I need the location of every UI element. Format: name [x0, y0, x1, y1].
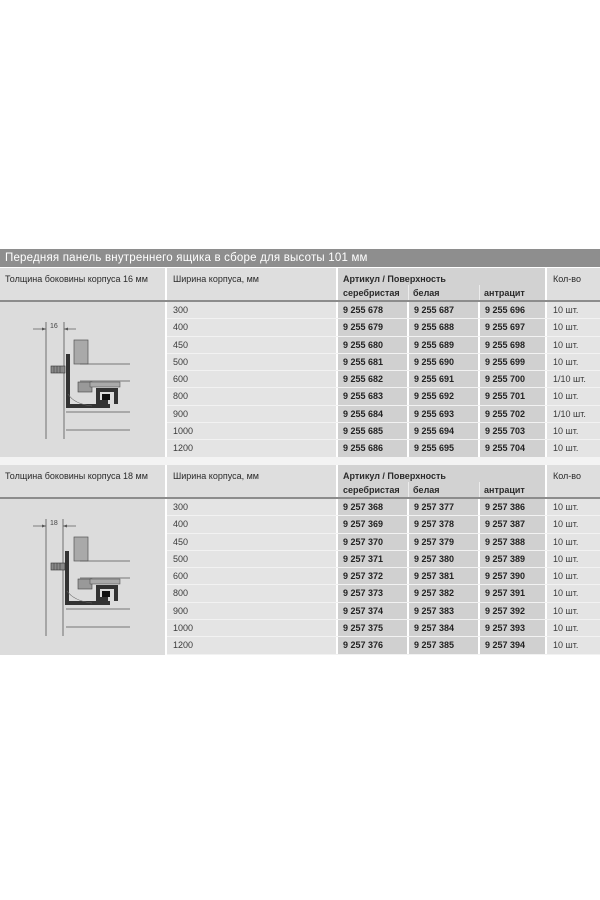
- table-row: [167, 319, 600, 336]
- qty-cell: 10 шт.: [547, 354, 600, 370]
- divider: [479, 285, 480, 300]
- width-cell: 300: [167, 302, 336, 318]
- table-row: [167, 585, 600, 602]
- qty-cell: 10 шт.: [547, 499, 600, 515]
- article-anthracite: 9 255 704: [480, 440, 545, 456]
- article-white: 9 255 693: [409, 406, 478, 422]
- width-cell: 450: [167, 337, 336, 353]
- article-anthracite: 9 255 703: [480, 423, 545, 439]
- article-header: [338, 465, 545, 497]
- surface-silver: серебристая: [343, 485, 400, 495]
- qty-cell: 10 шт.: [547, 568, 600, 584]
- width-cell: 1200: [167, 637, 336, 653]
- article-white: 9 255 690: [409, 354, 478, 370]
- article-silver: 9 255 685: [338, 423, 407, 439]
- width-cell: 1200: [167, 440, 336, 456]
- article-anthracite: 9 255 700: [480, 371, 545, 387]
- qty-header: Кол-во: [547, 465, 600, 497]
- article-silver: 9 255 686: [338, 440, 407, 456]
- article-silver: 9 255 683: [338, 388, 407, 404]
- table-row: [167, 620, 600, 637]
- profile-diagram-16mm: [0, 302, 165, 458]
- article-white: 9 255 694: [409, 423, 478, 439]
- article-anthracite: 9 257 387: [480, 516, 545, 532]
- width-cell: 900: [167, 603, 336, 619]
- qty-cell: 10 шт.: [547, 620, 600, 636]
- qty-cell: 1/10 шт.: [547, 371, 600, 387]
- table-row: [167, 337, 600, 354]
- width-cell: 800: [167, 585, 336, 601]
- article-silver: 9 255 678: [338, 302, 407, 318]
- article-anthracite: 9 257 389: [480, 551, 545, 567]
- section-gap: [0, 457, 600, 465]
- article-silver: 9 255 679: [338, 319, 407, 335]
- qty-cell: 10 шт.: [547, 516, 600, 532]
- article-white: 9 257 380: [409, 551, 478, 567]
- article-silver: 9 257 372: [338, 568, 407, 584]
- width-cell: 500: [167, 551, 336, 567]
- thickness-label: Толщина боковины корпуса 18 мм: [0, 465, 165, 497]
- article-silver: 9 257 376: [338, 637, 407, 653]
- qty-cell: 10 шт.: [547, 423, 600, 439]
- article-anthracite: 9 255 699: [480, 354, 545, 370]
- table-row: [167, 388, 600, 405]
- table-body: [167, 499, 600, 655]
- width-cell: 600: [167, 568, 336, 584]
- divider: [479, 482, 480, 497]
- article-white: 9 255 687: [409, 302, 478, 318]
- article-silver: 9 257 369: [338, 516, 407, 532]
- surface-white: белая: [413, 288, 440, 298]
- surface-silver: серебристая: [343, 288, 400, 298]
- article-white: 9 257 385: [409, 637, 478, 653]
- article-anthracite: 9 255 701: [480, 388, 545, 404]
- width-cell: 600: [167, 371, 336, 387]
- qty-header: Кол-во: [547, 268, 600, 300]
- article-silver: 9 257 375: [338, 620, 407, 636]
- qty-cell: 10 шт.: [547, 551, 600, 567]
- qty-cell: 10 шт.: [547, 319, 600, 335]
- article-white: 9 257 379: [409, 534, 478, 550]
- width-cell: 300: [167, 499, 336, 515]
- article-anthracite: 9 257 390: [480, 568, 545, 584]
- article-silver: 9 255 684: [338, 406, 407, 422]
- divider: [408, 285, 409, 300]
- qty-cell: 10 шт.: [547, 388, 600, 404]
- article-silver: 9 257 373: [338, 585, 407, 601]
- table-row: [167, 534, 600, 551]
- width-cell: 500: [167, 354, 336, 370]
- article-surface-label: Артикул / Поверхность: [343, 274, 446, 284]
- section-16mm: [0, 268, 600, 458]
- article-silver: 9 257 368: [338, 499, 407, 515]
- qty-cell: 10 шт.: [547, 534, 600, 550]
- article-white: 9 257 381: [409, 568, 478, 584]
- article-white: 9 257 377: [409, 499, 478, 515]
- thickness-label: Толщина боковины корпуса 16 мм: [0, 268, 165, 300]
- article-silver: 9 255 682: [338, 371, 407, 387]
- section-header: [0, 268, 600, 300]
- qty-cell: 10 шт.: [547, 440, 600, 456]
- cross-section-drawing: [0, 302, 165, 458]
- article-anthracite: 9 257 386: [480, 499, 545, 515]
- article-white: 9 255 692: [409, 388, 478, 404]
- table-row: [167, 354, 600, 371]
- article-silver: 9 257 370: [338, 534, 407, 550]
- qty-cell: 10 шт.: [547, 302, 600, 318]
- article-silver: 9 255 681: [338, 354, 407, 370]
- article-white: 9 257 382: [409, 585, 478, 601]
- qty-cell: 10 шт.: [547, 637, 600, 653]
- article-header: [338, 268, 545, 300]
- article-white: 9 257 383: [409, 603, 478, 619]
- table-row: [167, 406, 600, 423]
- surface-white: белая: [413, 485, 440, 495]
- width-cell: 900: [167, 406, 336, 422]
- surface-anthracite: антрацит: [484, 485, 525, 495]
- article-silver: 9 255 680: [338, 337, 407, 353]
- article-silver: 9 257 374: [338, 603, 407, 619]
- divider: [408, 482, 409, 497]
- width-cell: 800: [167, 388, 336, 404]
- article-anthracite: 9 257 393: [480, 620, 545, 636]
- table-row: [167, 603, 600, 620]
- dimension-label: 18: [50, 520, 58, 527]
- article-surface-label: Артикул / Поверхность: [343, 471, 446, 481]
- section-header: [0, 465, 600, 497]
- article-anthracite: 9 255 696: [480, 302, 545, 318]
- width-cell: 450: [167, 534, 336, 550]
- dimension-label: 16: [50, 323, 58, 330]
- qty-cell: 10 шт.: [547, 337, 600, 353]
- article-white: 9 255 688: [409, 319, 478, 335]
- article-anthracite: 9 257 392: [480, 603, 545, 619]
- cross-section-drawing: [0, 499, 165, 655]
- article-white: 9 257 378: [409, 516, 478, 532]
- table-title: Передняя панель внутреннего ящика в сборе для высоты 101 мм: [0, 249, 600, 267]
- width-header: Ширина корпуса, мм: [167, 465, 336, 497]
- qty-cell: 10 шт.: [547, 585, 600, 601]
- article-white: 9 255 689: [409, 337, 478, 353]
- article-anthracite: 9 257 391: [480, 585, 545, 601]
- article-anthracite: 9 255 697: [480, 319, 545, 335]
- width-header: Ширина корпуса, мм: [167, 268, 336, 300]
- surface-anthracite: антрацит: [484, 288, 525, 298]
- table-row: [167, 516, 600, 533]
- table-row: [167, 440, 600, 457]
- article-silver: 9 257 371: [338, 551, 407, 567]
- article-anthracite: 9 255 702: [480, 406, 545, 422]
- table-row: [167, 302, 600, 319]
- width-cell: 400: [167, 319, 336, 335]
- table-row: [167, 637, 600, 654]
- article-white: 9 255 691: [409, 371, 478, 387]
- table-row: [167, 499, 600, 516]
- qty-cell: 1/10 шт.: [547, 406, 600, 422]
- article-anthracite: 9 255 698: [480, 337, 545, 353]
- profile-diagram-18mm: [0, 499, 165, 655]
- section-18mm: [0, 465, 600, 655]
- table-row: [167, 568, 600, 585]
- qty-cell: 10 шт.: [547, 603, 600, 619]
- article-anthracite: 9 257 388: [480, 534, 545, 550]
- article-anthracite: 9 257 394: [480, 637, 545, 653]
- article-white: 9 255 695: [409, 440, 478, 456]
- table-row: [167, 423, 600, 440]
- width-cell: 1000: [167, 620, 336, 636]
- table-row: [167, 371, 600, 388]
- width-cell: 1000: [167, 423, 336, 439]
- table-row: [167, 551, 600, 568]
- width-cell: 400: [167, 516, 336, 532]
- article-white: 9 257 384: [409, 620, 478, 636]
- table-body: [167, 302, 600, 458]
